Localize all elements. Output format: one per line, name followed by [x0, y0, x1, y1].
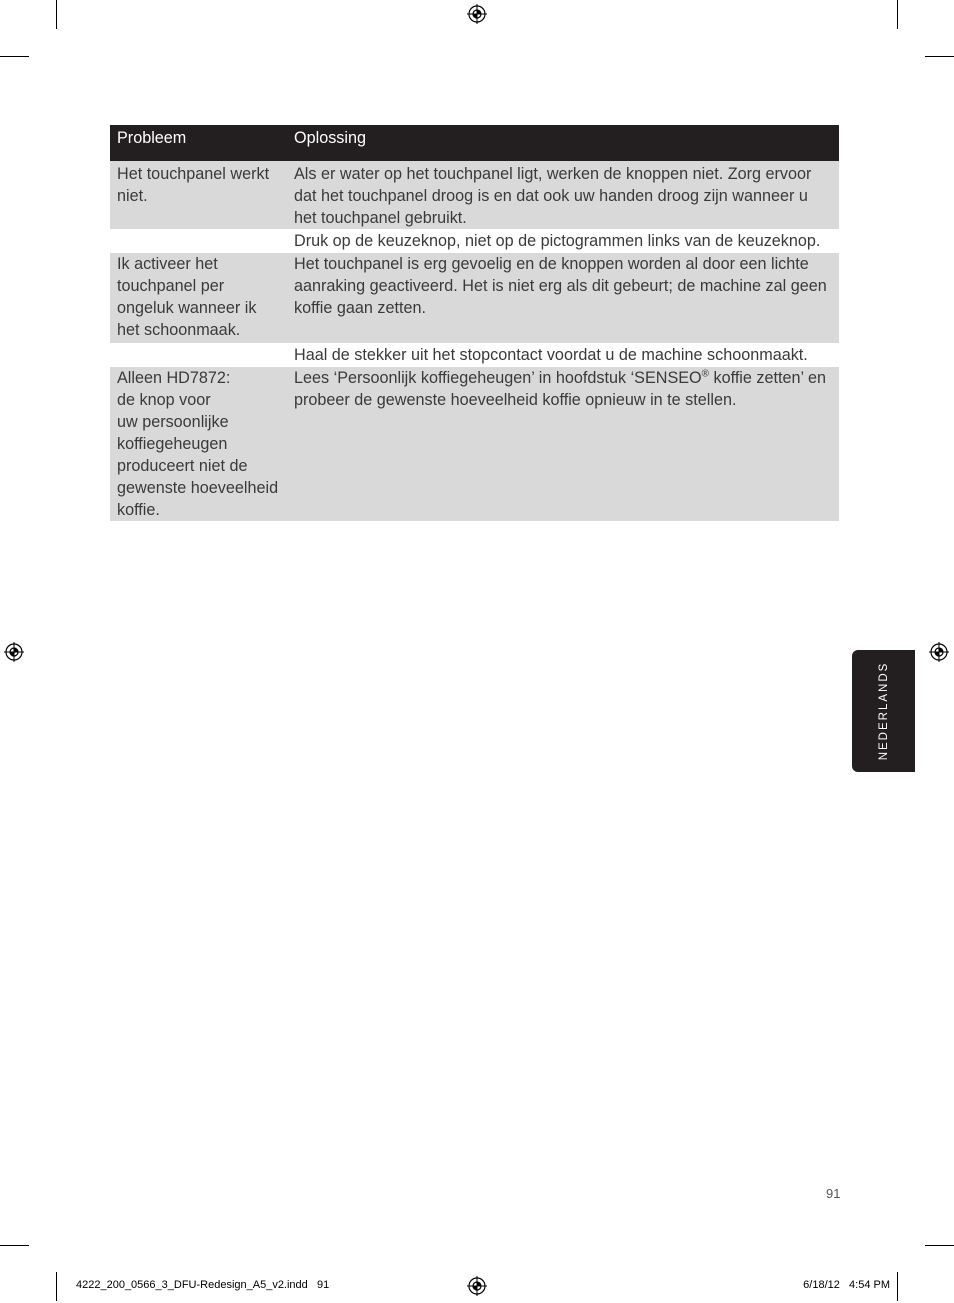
crop-mark [897, 0, 898, 29]
table-header-row [110, 125, 839, 161]
registered-mark: ® [701, 368, 710, 380]
table-row [110, 367, 839, 521]
problem-cell [110, 343, 287, 367]
problem-cell [110, 229, 287, 253]
language-tab-label: NEDERLANDS [877, 661, 890, 761]
crop-mark [0, 1245, 29, 1246]
crop-mark [897, 1272, 898, 1301]
table-row [110, 229, 839, 253]
troubleshooting-table [110, 125, 839, 521]
table-row [110, 253, 839, 343]
column-header-solution: Oplossing [287, 125, 839, 161]
solution-cell: Als er water op het touchpanel ligt, werken de knoppen niet. Zorg ervoor dat het touchpanel droog is en dat ook uw handen droog zijn wanneer u het touchpanel gebruikt. [287, 161, 839, 229]
solution-cell [287, 367, 839, 521]
registration-mark-icon [929, 642, 949, 662]
crop-mark [56, 0, 57, 29]
language-tab [852, 650, 915, 772]
crop-mark [925, 56, 954, 57]
footer-file-name: 4222_200_0566_3_DFU-Redesign_A5_v2.indd 91 [76, 1279, 330, 1291]
problem-cell: Het touchpanel werkt niet. [110, 161, 287, 229]
footer-datetime: 6/18/12 4:54 PM [803, 1279, 890, 1291]
problem-cell: Alleen HD7872: de knop voor uw persoonlijke koffiegeheugen produceert niet de gewenste hoeveelheid koffie. [110, 367, 287, 521]
column-header-problem: Probleem [110, 125, 287, 161]
registration-mark-icon [4, 642, 24, 662]
solution-cell: Het touchpanel is erg gevoelig en de knoppen worden al door een lichte aanraking geactiveerd. Het is niet erg als dit gebeurt; de machine zal geen koffie gaan zetten. [287, 253, 839, 343]
crop-mark [56, 1272, 57, 1301]
table-row [110, 343, 839, 367]
page-number: 91 [826, 1186, 841, 1201]
solution-text: koffie zetten’ en probeer de gewenste hoeveelheid koffie opnieuw in te stellen. [294, 369, 827, 409]
crop-mark [0, 56, 29, 57]
crop-mark [925, 1245, 954, 1246]
registration-mark-icon [467, 1276, 487, 1296]
solution-cell: Haal de stekker uit het stopcontact voordat u de machine schoonmaakt. [287, 343, 839, 367]
table-row [110, 161, 839, 229]
registration-mark-icon [467, 4, 487, 24]
solution-text: Lees ‘Persoonlijk koffiegeheugen’ in hoofdstuk ‘SENSEO [294, 369, 702, 387]
solution-cell: Druk op de keuzeknop, niet op de pictogrammen links van de keuzeknop. [287, 229, 839, 253]
problem-cell: Ik activeer het touchpanel per ongeluk wanneer ik het schoonmaak. [110, 253, 287, 343]
